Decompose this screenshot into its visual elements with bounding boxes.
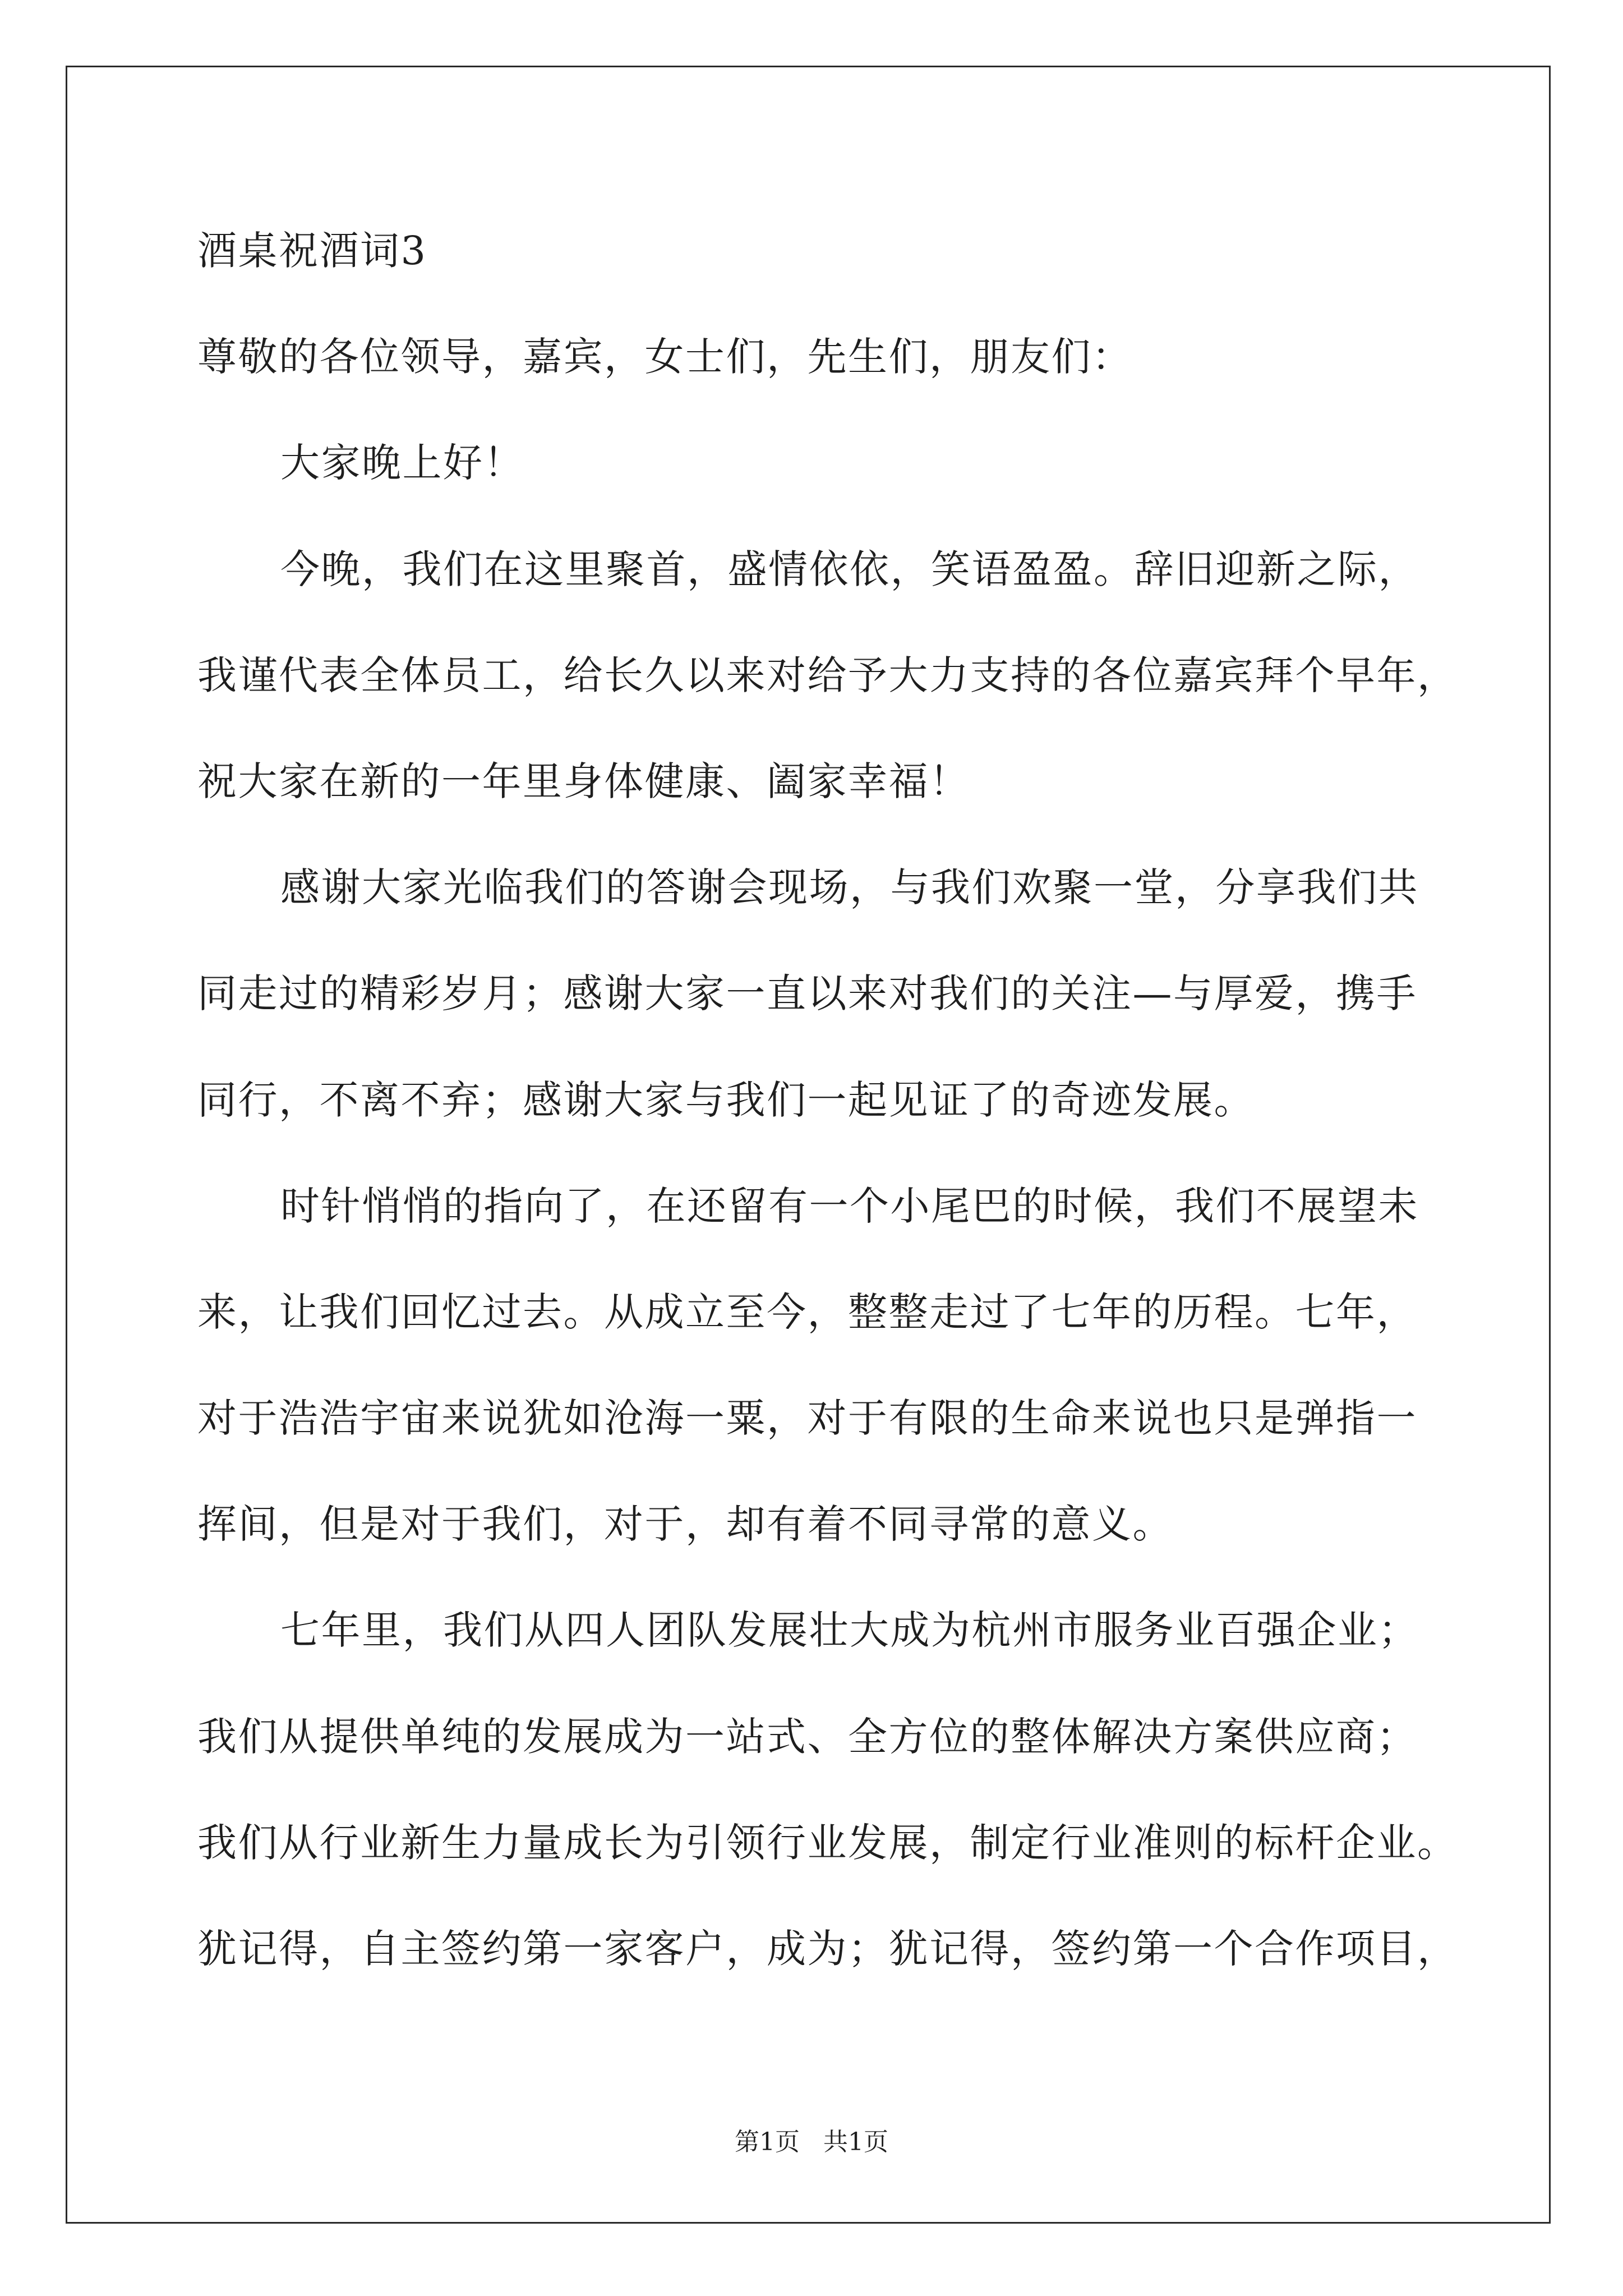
- paragraph-line: 我们从行业新生力量成长为引领行业发展，制定行业准则的标杆企业。: [197, 1819, 1458, 1866]
- paragraph-line: 时针悄悄的指向了，在还留有一个小尾巴的时候，我们不展望未: [280, 1182, 1419, 1229]
- paragraph: [197, 835, 1532, 1153]
- paragraph-line: 我谨代表全体员工，给长久以来对给予大力支持的各位嘉宾拜个早年，: [197, 652, 1458, 698]
- salutation: 尊敬的各位领导，嘉宾，女士们，先生们，朋友们：: [197, 334, 1133, 380]
- paragraph: [197, 410, 1532, 516]
- paragraph-line: 对于浩浩宇宙来说犹如沧海一粟，对于有限的生命来说也只是弹指一: [197, 1395, 1417, 1442]
- page-footer: [0, 2127, 1623, 2157]
- document-body: [197, 198, 1532, 2002]
- paragraph-line: 我们从提供单纯的发展成为一站式、全方位的整体解决方案供应商；: [197, 1713, 1417, 1760]
- paragraph: [197, 1577, 1532, 2002]
- paragraph-line: 犹记得，自主签约第一家客户，成为；犹记得，签约第一个合作项目，: [197, 1926, 1458, 1972]
- paragraph-line: 七年里，我们从四人团队发展壮大成为杭州市服务业百强企业；: [280, 1607, 1419, 1654]
- paragraph-line: 同走过的精彩岁月；感谢大家一直以来对我们的关注—与厚爱，携手: [197, 970, 1417, 1017]
- paragraph-line: 祝大家在新的一年里身体健康、阖家幸福！: [197, 758, 970, 804]
- page-total: 共1页: [823, 2128, 888, 2156]
- paragraph-line: 来，让我们回忆过去。从成立至今，整整走过了七年的历程。七年，: [197, 1289, 1417, 1335]
- paragraph: [197, 1153, 1532, 1578]
- paragraph: [197, 517, 1532, 835]
- paragraph-line: 今晚，我们在这里聚首，盛情依依，笑语盈盈。辞旧迎新之际，: [280, 546, 1419, 592]
- paragraph-line: 感谢大家光临我们的答谢会现场，与我们欢聚一堂，分享我们共: [280, 864, 1419, 911]
- paragraph-line: 同行，不离不弃；感谢大家与我们一起见证了的奇迹发展。: [197, 1076, 1255, 1123]
- paragraph-line: 挥间，但是对于我们，对于，却有着不同寻常的意义。: [197, 1501, 1173, 1548]
- page-number: 第1页: [735, 2128, 800, 2156]
- paragraph-line: 大家晚上好！: [280, 440, 524, 486]
- document-title: 酒桌祝酒词3: [197, 228, 427, 274]
